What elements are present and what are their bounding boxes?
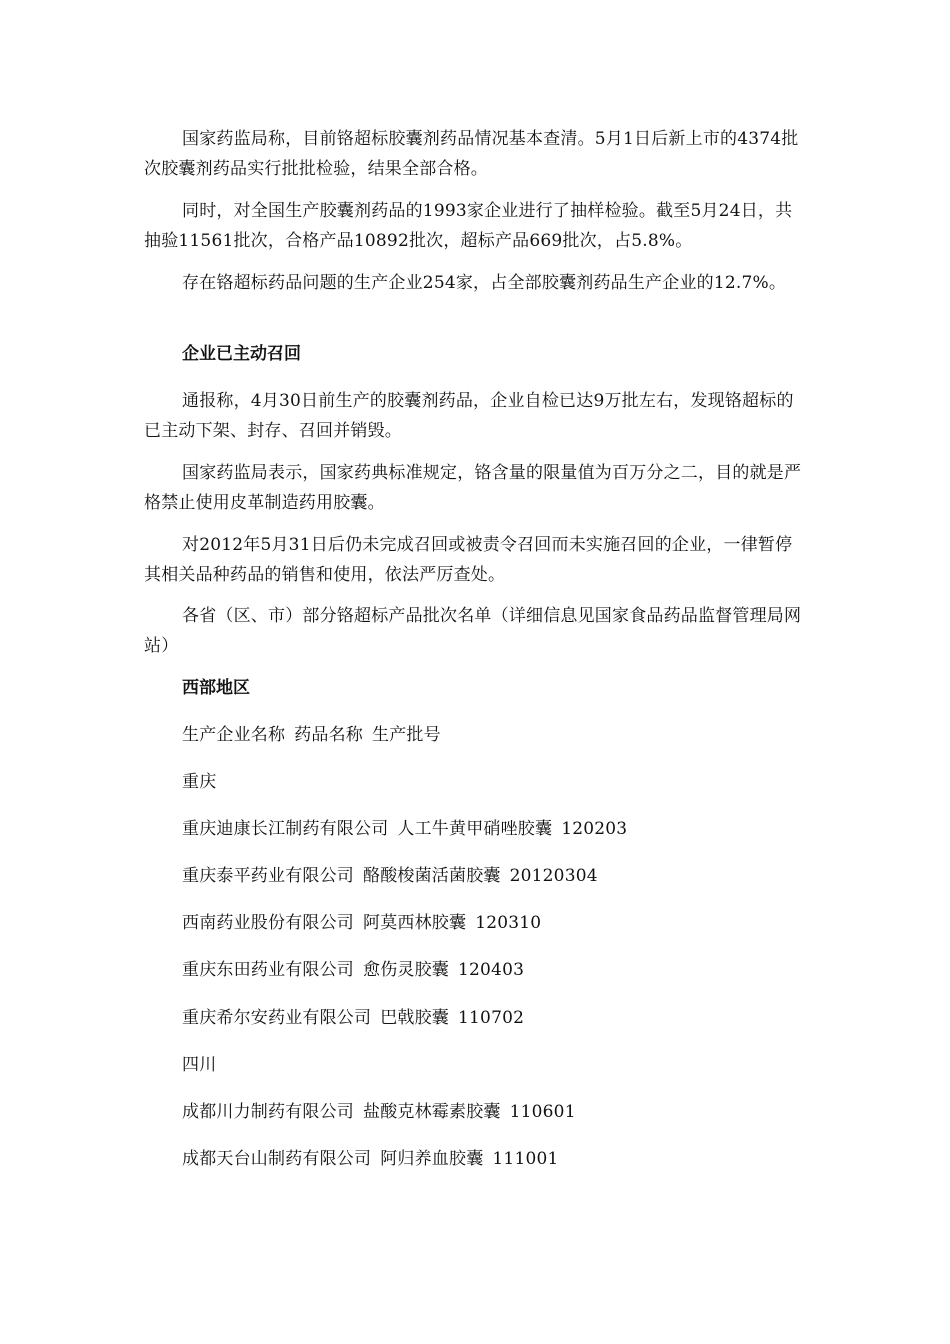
drug-name: 人工牛黄甲硝唑胶囊 [397,819,553,839]
batch-number: 111001 [492,1149,559,1169]
company-name: 西南药业股份有限公司 [182,913,354,933]
list-column-header [182,720,441,750]
paragraph-sampling-results: 同时，对全国生产胶囊剂药品的1993家企业进行了抽样检验。截至5月24日，共抽验11561批次，合格产品10892批次，超标产品669批次，占5.8%。 [144,201,793,251]
batch-number: 120310 [475,913,542,933]
batch-number: 110601 [509,1102,576,1122]
list-item [182,861,598,891]
paragraph-inspection-summary: 国家药监局称，目前铬超标胶囊剂药品情况基本查清。5月1日后新上市的4374批次胶囊剂药品实行批批检验，结果全部合格。 [144,129,799,179]
drug-name: 盐酸克林霉素胶囊 [363,1102,501,1122]
list-item [182,1144,559,1174]
batch-number: 120403 [458,960,525,980]
section-heading-west: 西部地区 [182,678,250,698]
column-batch-label: 生产批号 [372,725,441,745]
company-name: 重庆迪康长江制药有限公司 [182,819,389,839]
list-item [182,955,524,985]
company-name: 重庆希尔安药业有限公司 [182,1008,372,1028]
paragraph-enterprise-ratio: 存在铬超标药品问题的生产企业254家，占全部胶囊剂药品生产企业的12.7%。 [182,273,787,293]
column-company-label: 生产企业名称 [182,725,286,745]
region-name: 四川 [182,1055,217,1075]
drug-name: 阿归养血胶囊 [380,1149,484,1169]
drug-name: 酪酸梭菌活菌胶囊 [363,866,501,886]
drug-name: 巴戟胶囊 [380,1008,450,1028]
batch-number: 20120304 [509,866,598,886]
list-item [182,1097,576,1127]
column-drug-label: 药品名称 [294,725,364,745]
drug-name: 阿莫西林胶囊 [363,913,467,933]
paragraph-self-inspection: 通报称，4月30日前生产的胶囊剂药品，企业自检已达9万批左右，发现铬超标的已主动下架、封存、召回并销毁。 [144,391,794,441]
section-heading-recall: 企业已主动召回 [182,344,301,364]
region-name: 重庆 [182,772,217,792]
paragraph-list-intro: 各省（区、市）部分铬超标产品批次名单（详细信息见国家食品药品监督管理局网站） [144,606,802,656]
company-name: 重庆东田药业有限公司 [182,960,354,980]
company-name: 重庆泰平药业有限公司 [182,866,354,886]
company-name: 成都川力制药有限公司 [182,1102,354,1122]
list-item [182,814,627,844]
paragraph-suspension-notice: 对2012年5月31日后仍未完成召回或被责令召回而未实施召回的企业，一律暂停其相关品种药品的销售和使用，依法严厉查处。 [144,535,793,585]
paragraph-pharmacopoeia-standard: 国家药监局表示，国家药典标准规定，铬含量的限量值为百万分之二，目的就是严格禁止使用皮革制造药用胶囊。 [144,463,802,513]
company-name: 成都天台山制药有限公司 [182,1149,372,1169]
batch-number: 110702 [458,1008,525,1028]
list-item [182,1003,524,1033]
batch-number: 120203 [561,819,628,839]
list-item [182,908,541,938]
drug-name: 愈伤灵胶囊 [363,960,449,980]
